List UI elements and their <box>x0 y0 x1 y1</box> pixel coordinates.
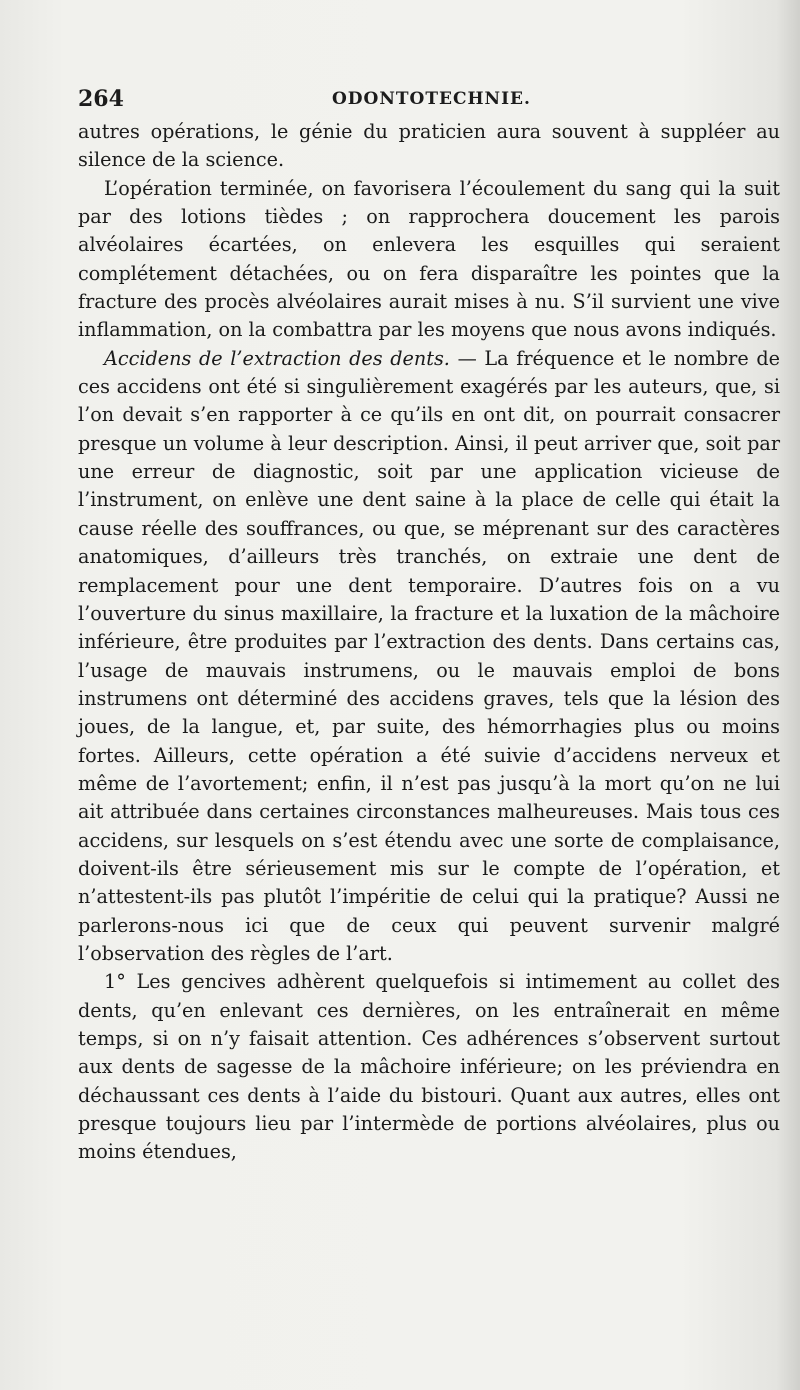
body-text <box>78 118 780 1167</box>
paragraph-accidents-text: — La fréquence et le nombre de ces accidens ont été si singulièrement exagérés par les auteurs, que, si l’on devait s’en rapporter à ce qu’ils en ont dit, on pourrait consacrer presque un volume à leur description. Ainsi, il peut arriver que, soit par une erreur de diagnostic, soit par une application vicieuse de l’instrument, on enlève une dent saine à la place de celle qui était la cause réelle des souffrances, ou que, se méprenant sur des caractères anatomiques, d’ailleurs très tranchés, on extraie une dent de remplacement pour une dent temporaire. D’autres fois on a vu l’ouverture du sinus maxillaire, la fracture et la luxation de la mâchoire inférieure, être produites par l’extraction des dents. Dans certains cas, l’usage de mauvais instrumens, ou le mauvais emploi de bons instrumens ont déterminé des accidens graves, tels que la lésion des joues, de la langue, et, par suite, des hémorrhagies plus ou moins fortes. Ailleurs, cette opération a été suivie d’accidens nerveux et même de l’avortement; enfin, il n’est pas jusqu’à la mort qu’on ne lui ait attribuée dans certaines circonstances malheureuses. Mais tous ces accidens, sur lesquels on s’est étendu avec une sorte de complaisance, doivent-ils être sérieusement mis sur le compte de l’opération, et n’attestent-ils pas plutôt l’impéritie de celui qui la pratique? Aussi ne parlerons-nous ici que de ceux qui peuvent survenir malgré l’observation des règles de l’art. <box>78 346 780 965</box>
running-title: ODONTOTECHNIE. <box>332 89 531 109</box>
page-header <box>78 86 778 116</box>
page-number: 264 <box>78 86 124 112</box>
paragraph-gencives: 1° Les gencives adhèrent quelquefois si intimement au collet des dents, qu’en enlevant ces dernières, on les entraînerait en même temps, si on n’y faisait attention. Ces adhérences s’observent surtout aux dents de sagesse de la mâchoire inférieure; on les préviendra en déchaussant ces dents à l’aide du bistouri. Quant aux autres, elles ont presque toujours lieu par l’intermède de portions alvéolaires, plus ou moins étendues, <box>78 970 780 1164</box>
paragraph-accidents <box>78 345 780 969</box>
paragraph-continuation: autres opérations, le génie du praticien aura souvent à suppléer au silence de la science. <box>78 120 780 172</box>
paragraph-operation: L’opération terminée, on favorisera l’écoulement du sang qui la suit par des lotions tièdes ; on rapprochera doucement les parois alvéolaires écartées, on enlevera les esquilles qui seraient complétement détachées, ou on fera disparaître les pointes que la fracture des procès alvéolaires aurait mises à nu. S’il survient une vive inflammation, on la combattra par les moyens que nous avons indiqués. <box>78 176 780 342</box>
section-heading-accidents: Accidens de l’extraction des dents. <box>104 346 450 370</box>
